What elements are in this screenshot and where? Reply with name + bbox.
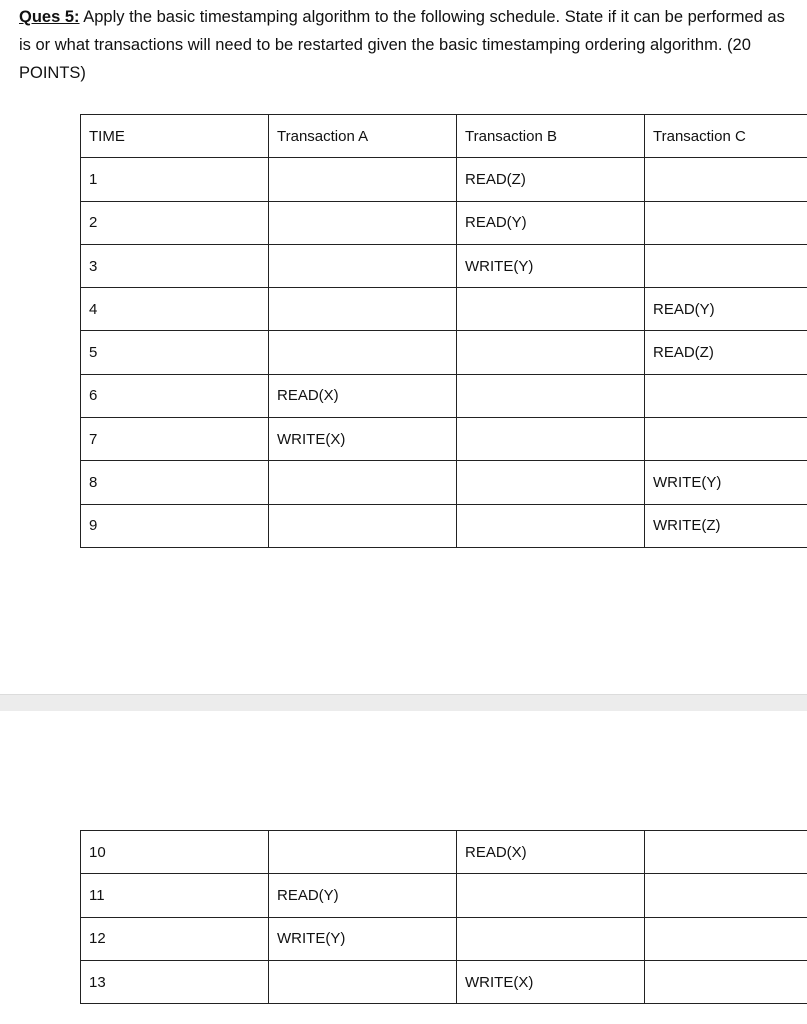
transaction-a-cell: READ(Y) xyxy=(269,874,457,917)
transaction-c-cell xyxy=(645,831,807,874)
transaction-b-cell xyxy=(457,374,645,417)
transaction-c-cell xyxy=(645,960,807,1003)
table-header-row xyxy=(81,115,807,158)
transaction-c-cell: READ(Z) xyxy=(645,331,807,374)
header-time: TIME xyxy=(81,115,269,158)
time-cell: 3 xyxy=(81,244,269,287)
time-cell: 13 xyxy=(81,960,269,1003)
page-break-divider xyxy=(0,694,807,712)
transaction-a-cell xyxy=(269,331,457,374)
time-cell: 1 xyxy=(81,158,269,201)
transaction-c-cell xyxy=(645,201,807,244)
transaction-a-cell xyxy=(269,831,457,874)
header-transaction-b: Transaction B xyxy=(457,115,645,158)
table-row xyxy=(81,874,807,917)
transaction-a-cell: WRITE(Y) xyxy=(269,917,457,960)
transaction-b-cell xyxy=(457,418,645,461)
transaction-b-cell: READ(X) xyxy=(457,831,645,874)
transaction-b-cell: WRITE(Y) xyxy=(457,244,645,287)
time-cell: 8 xyxy=(81,461,269,504)
table-row xyxy=(81,244,807,287)
transaction-b-cell: READ(Y) xyxy=(457,201,645,244)
transaction-c-cell xyxy=(645,418,807,461)
header-transaction-a: Transaction A xyxy=(269,115,457,158)
transaction-a-cell xyxy=(269,461,457,504)
transaction-b-cell xyxy=(457,874,645,917)
transaction-c-cell: WRITE(Y) xyxy=(645,461,807,504)
transaction-c-cell: WRITE(Z) xyxy=(645,504,807,547)
table-row xyxy=(81,461,807,504)
transaction-a-cell: WRITE(X) xyxy=(269,418,457,461)
transaction-a-cell xyxy=(269,288,457,331)
time-cell: 6 xyxy=(81,374,269,417)
time-cell: 4 xyxy=(81,288,269,331)
question-paragraph xyxy=(19,3,789,87)
transaction-a-cell xyxy=(269,244,457,287)
transaction-b-cell xyxy=(457,917,645,960)
transaction-a-cell xyxy=(269,158,457,201)
time-cell: 11 xyxy=(81,874,269,917)
question-text: Apply the basic timestamping algorithm to the following schedule. State if it can be performed as is or what transactions will need to be restarted given the basic timestamping ordering algorithm. (20 POINTS) xyxy=(19,8,785,82)
table-row xyxy=(81,201,807,244)
time-cell: 5 xyxy=(81,331,269,374)
transaction-a-cell xyxy=(269,504,457,547)
transaction-c-cell xyxy=(645,374,807,417)
schedule-table-continued xyxy=(80,830,807,1004)
time-cell: 10 xyxy=(81,831,269,874)
table-row xyxy=(81,158,807,201)
table-row xyxy=(81,917,807,960)
table-row xyxy=(81,288,807,331)
table-row xyxy=(81,331,807,374)
transaction-a-cell xyxy=(269,201,457,244)
table-row xyxy=(81,418,807,461)
transaction-c-cell xyxy=(645,244,807,287)
time-cell: 7 xyxy=(81,418,269,461)
schedule-table-top xyxy=(80,114,807,548)
table-row xyxy=(81,960,807,1003)
transaction-c-cell xyxy=(645,158,807,201)
header-transaction-c: Transaction C xyxy=(645,115,807,158)
transaction-b-cell: WRITE(X) xyxy=(457,960,645,1003)
transaction-c-cell xyxy=(645,917,807,960)
question-label: Ques 5: xyxy=(19,8,80,26)
transaction-c-cell xyxy=(645,874,807,917)
transaction-b-cell xyxy=(457,288,645,331)
time-cell: 12 xyxy=(81,917,269,960)
transaction-a-cell xyxy=(269,960,457,1003)
time-cell: 9 xyxy=(81,504,269,547)
transaction-b-cell xyxy=(457,461,645,504)
table-row xyxy=(81,504,807,547)
transaction-c-cell: READ(Y) xyxy=(645,288,807,331)
table-row xyxy=(81,831,807,874)
transaction-b-cell xyxy=(457,504,645,547)
transaction-b-cell: READ(Z) xyxy=(457,158,645,201)
table-row xyxy=(81,374,807,417)
transaction-a-cell: READ(X) xyxy=(269,374,457,417)
transaction-b-cell xyxy=(457,331,645,374)
time-cell: 2 xyxy=(81,201,269,244)
